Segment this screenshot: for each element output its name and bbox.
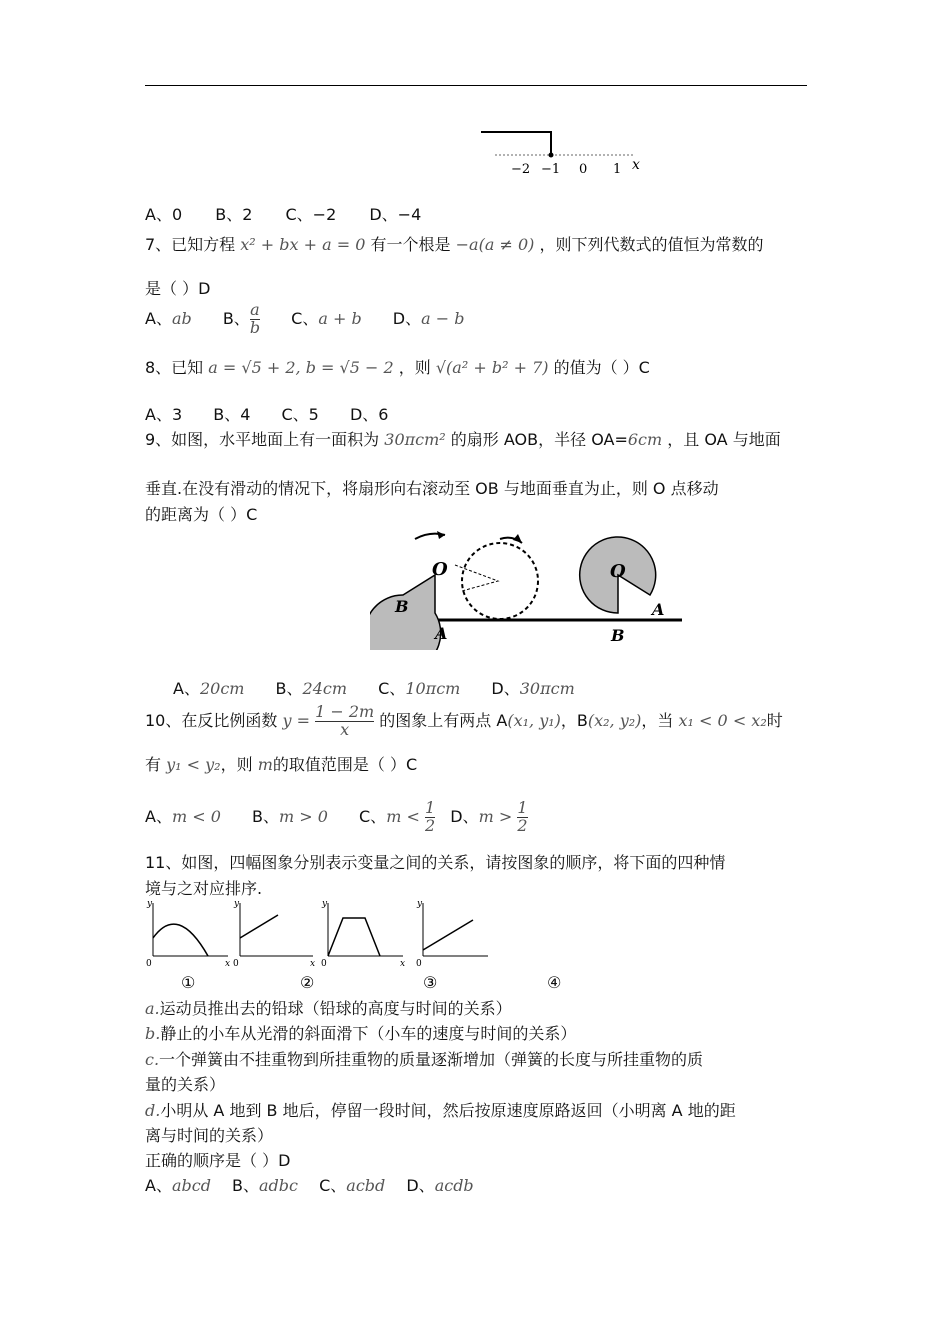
graph-2	[233, 899, 315, 992]
option: B、2	[215, 205, 253, 224]
situation-c-line2: 量的关系）	[145, 1075, 226, 1094]
svg-text:O: O	[432, 559, 448, 580]
svg-text:y: y	[234, 899, 240, 909]
situation-d-line2: 离与时间的关系）	[145, 1126, 274, 1145]
situation-d: d.小明从 A 地到 B 地后，停留一段时间，然后按原速度原路返回（小明离 A 地的距	[145, 1101, 736, 1120]
situation-a: a.运动员推出去的铅球（铅球的高度与时间的关系）	[145, 999, 512, 1018]
axis-label: x	[632, 157, 640, 173]
question-9: 9、如图，水平地面上有一面积为 30πcm² 的扇形 AOB，半径 OA=6cm ，且 OA 与地面	[145, 430, 781, 449]
situation-c: c.一个弹簧由不挂重物到所挂重物的质量逐渐增加（弹簧的长度与所挂重物的质	[145, 1050, 704, 1069]
svg-text:y: y	[417, 899, 423, 909]
question-10-line2: 有 y₁ < y₂，则 m的取值范围是（ ）C	[145, 755, 418, 774]
question-11-line2: 境与之对应排序.	[145, 879, 263, 898]
tick-label: −1	[541, 162, 561, 177]
header-rule	[145, 85, 807, 86]
svg-text:0: 0	[321, 959, 327, 969]
svg-text:0: 0	[233, 959, 239, 969]
svg-text:B: B	[611, 626, 625, 645]
option: D、−4	[369, 205, 422, 224]
svg-text:O: O	[610, 561, 626, 582]
tick-label: −2	[511, 162, 531, 177]
graph-1	[146, 899, 230, 992]
tick-label: 0	[579, 162, 588, 177]
svg-text:x: x	[225, 959, 231, 969]
svg-text:A: A	[435, 624, 448, 643]
svg-text:B: B	[395, 597, 409, 616]
graph-4-label: ④	[547, 973, 562, 992]
question-7: 7、已知方程 x² + bx + a = 0 有一个根是 −a(a ≠ 0) ，则下列代数式的值恒为常数的	[145, 235, 764, 254]
graph-4	[416, 899, 488, 969]
tick-label: 1	[613, 162, 622, 177]
svg-text:x: x	[400, 959, 406, 969]
option: C、−2	[285, 205, 337, 224]
question-9-line3: 的距离为（ ）C	[145, 505, 258, 524]
svg-text:y: y	[147, 899, 153, 909]
q8-options: A、3 B、4 C、5 D、6	[145, 405, 389, 424]
four-graphs-figure	[143, 898, 488, 993]
question-7-line2: 是（ ）D	[145, 279, 211, 298]
question-10: 10、在反比例函数 y = $\frac{1 - 2m}{x}$ 的图象上有两点 A(x₁, y₁)，B(x₂, y₂)，当 x₁ < 0 < x₂时	[145, 702, 783, 739]
q9-options: A、20cm B、24cm C、10πcm D、30πcm	[173, 679, 575, 698]
svg-text:y: y	[322, 899, 328, 909]
number-line-figure	[475, 125, 655, 185]
situation-b: b.静止的小车从光滑的斜面滑下（小车的速度与时间的关系）	[145, 1024, 577, 1043]
svg-text:x: x	[310, 959, 316, 969]
question-11-answer: 正确的顺序是（ ）D	[145, 1151, 291, 1170]
svg-text:③: ③	[423, 973, 438, 992]
svg-text:0: 0	[146, 959, 152, 969]
q11-options: A、abcd B、adbc C、acbd D、acdb	[145, 1176, 474, 1195]
q6-options	[145, 202, 421, 225]
q10-options: A、m < 0 B、m > 0 C、m < $\frac{1}{2}$ D、m > $\frac{1}{2}$	[145, 798, 528, 835]
svg-text:①: ①	[181, 973, 196, 992]
question-11: 11、如图，四幅图象分别表示变量之间的关系，请按图象的顺序，将下面的四种情	[145, 853, 726, 872]
svg-text:②: ②	[300, 973, 315, 992]
q7-options: A、ab B、 $\frac{a}{b}$ C、a + b D、a − b	[145, 300, 465, 337]
option: A、0	[145, 205, 183, 224]
svg-text:A: A	[652, 600, 665, 619]
question-8: 8、已知 a = √5 + 2, b = √5 − 2 ，则 √(a² + b² + 7) 的值为（ ）C	[145, 358, 650, 377]
question-9-line2: 垂直.在没有滑动的情况下，将扇形向右滚动至 OB 与地面垂直为止，则 O 点移动	[145, 479, 719, 498]
graph-3	[321, 899, 437, 992]
sector-rolling-figure	[370, 525, 690, 650]
svg-text:0: 0	[416, 959, 422, 969]
